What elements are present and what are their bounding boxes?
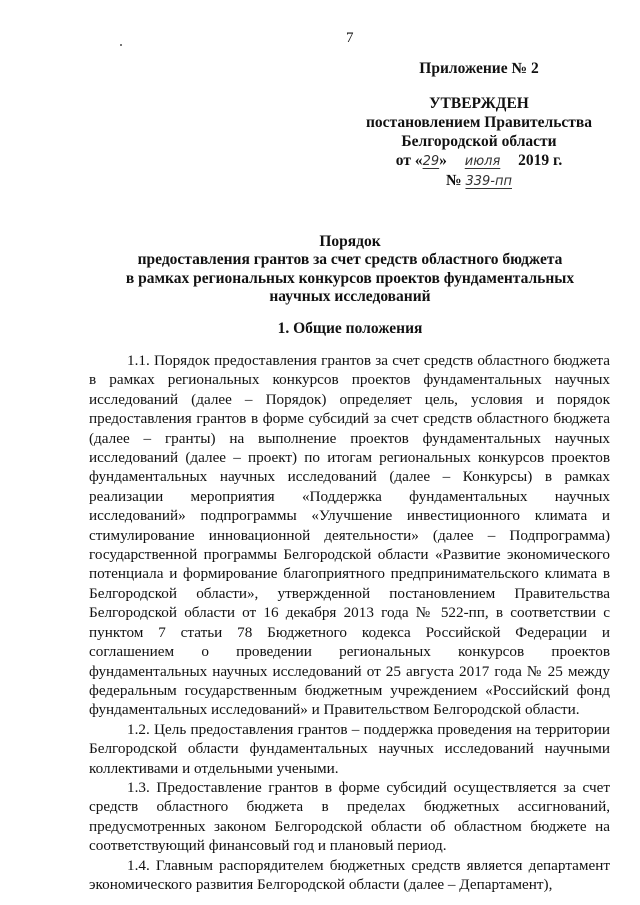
number-prefix: № <box>446 172 466 189</box>
body-text <box>89 351 610 894</box>
approval-line-1: постановлением Правительства <box>365 114 593 131</box>
document-title <box>80 233 620 307</box>
approval-date <box>350 151 608 171</box>
section-heading: 1. Общие положения <box>277 320 423 337</box>
title-line-4: научных исследований <box>269 288 431 306</box>
date-mid: » <box>439 152 451 169</box>
paragraph-1-2: 1.2. Цель предоставления грантов – поддержка проведения на территории Белгородской области фундаментальных научных исследований научными коллективами и отдельными учеными. <box>89 720 610 777</box>
approval-heading: УТВЕРЖДЕН <box>429 95 529 112</box>
page-number: 7 <box>346 30 354 46</box>
approval-line-2: Белгородской области <box>401 133 557 150</box>
approval-number <box>350 171 608 191</box>
scan-speck <box>120 44 122 46</box>
title-line-3: в рамках региональных конкурсов проектов фундаментальных <box>125 269 575 287</box>
appendix-label: Приложение № 2 <box>419 60 539 77</box>
paragraph-1-3: 1.3. Предоставление грантов в форме субсидий осуществляется за счет средств областного бюджета в пределах бюджетных ассигнований, предусмотренных законом Белгородской области об областном бюджете на соответствующий финансовый год и плановый период. <box>89 778 610 855</box>
paragraph-1-1: 1.1. Порядок предоставления грантов за счет средств областного бюджета в рамках региональных конкурсов проектов фундаментальных научных исследований (далее – Порядок) определяет цель, условия и порядок предоставления грантов в форме субсидий за счет средств областного бюджета (далее – гранты) на выполнение проектов фундаментальных научных исследований (далее – проект) по итогам региональных конкурсов проектов фундаментальных научных исследований (далее – Конкурсы) в рамках реализации мероприятия «Поддержка фундаментальных научных исследований» подпрограммы «Улучшение инвестиционного климата и стимулирование инновационной деятельности» (далее – Подпрограмма) государственной программы Белгородской области «Развитие экономического потенциала и формирование благоприятного предпринимательского климата в Белгородской области», утвержденной постановлением Правительства Белгородской области от 16 декабря 2013 года № 522-пп, в соответствии с пунктом 7 статьи 78 Бюджетного кодекса Российской Федерации и соглашением о проведении региональных конкурсов проектов фундаментальных научных исследований от 25 августа 2017 года № 25 между федеральным государственным бюджетным учреждением «Российский фонд фундаментальных исследований» и Правительством Белгородской области. <box>89 352 610 719</box>
date-year: 2019 г. <box>514 152 563 169</box>
number-value: 339-пп <box>465 174 512 189</box>
title-line-2: предоставления грантов за счет средств областного бюджета <box>137 251 563 269</box>
paragraph-1-4: 1.4. Главным распорядителем бюджетных средств является департамент экономического развития Белгородской области (далее – Департамент), <box>89 856 610 893</box>
date-day: 29 <box>422 154 440 169</box>
date-month: июля <box>464 154 501 169</box>
date-prefix: от « <box>395 152 423 169</box>
approval-block <box>350 94 608 191</box>
title-line-1: Порядок <box>319 233 381 250</box>
